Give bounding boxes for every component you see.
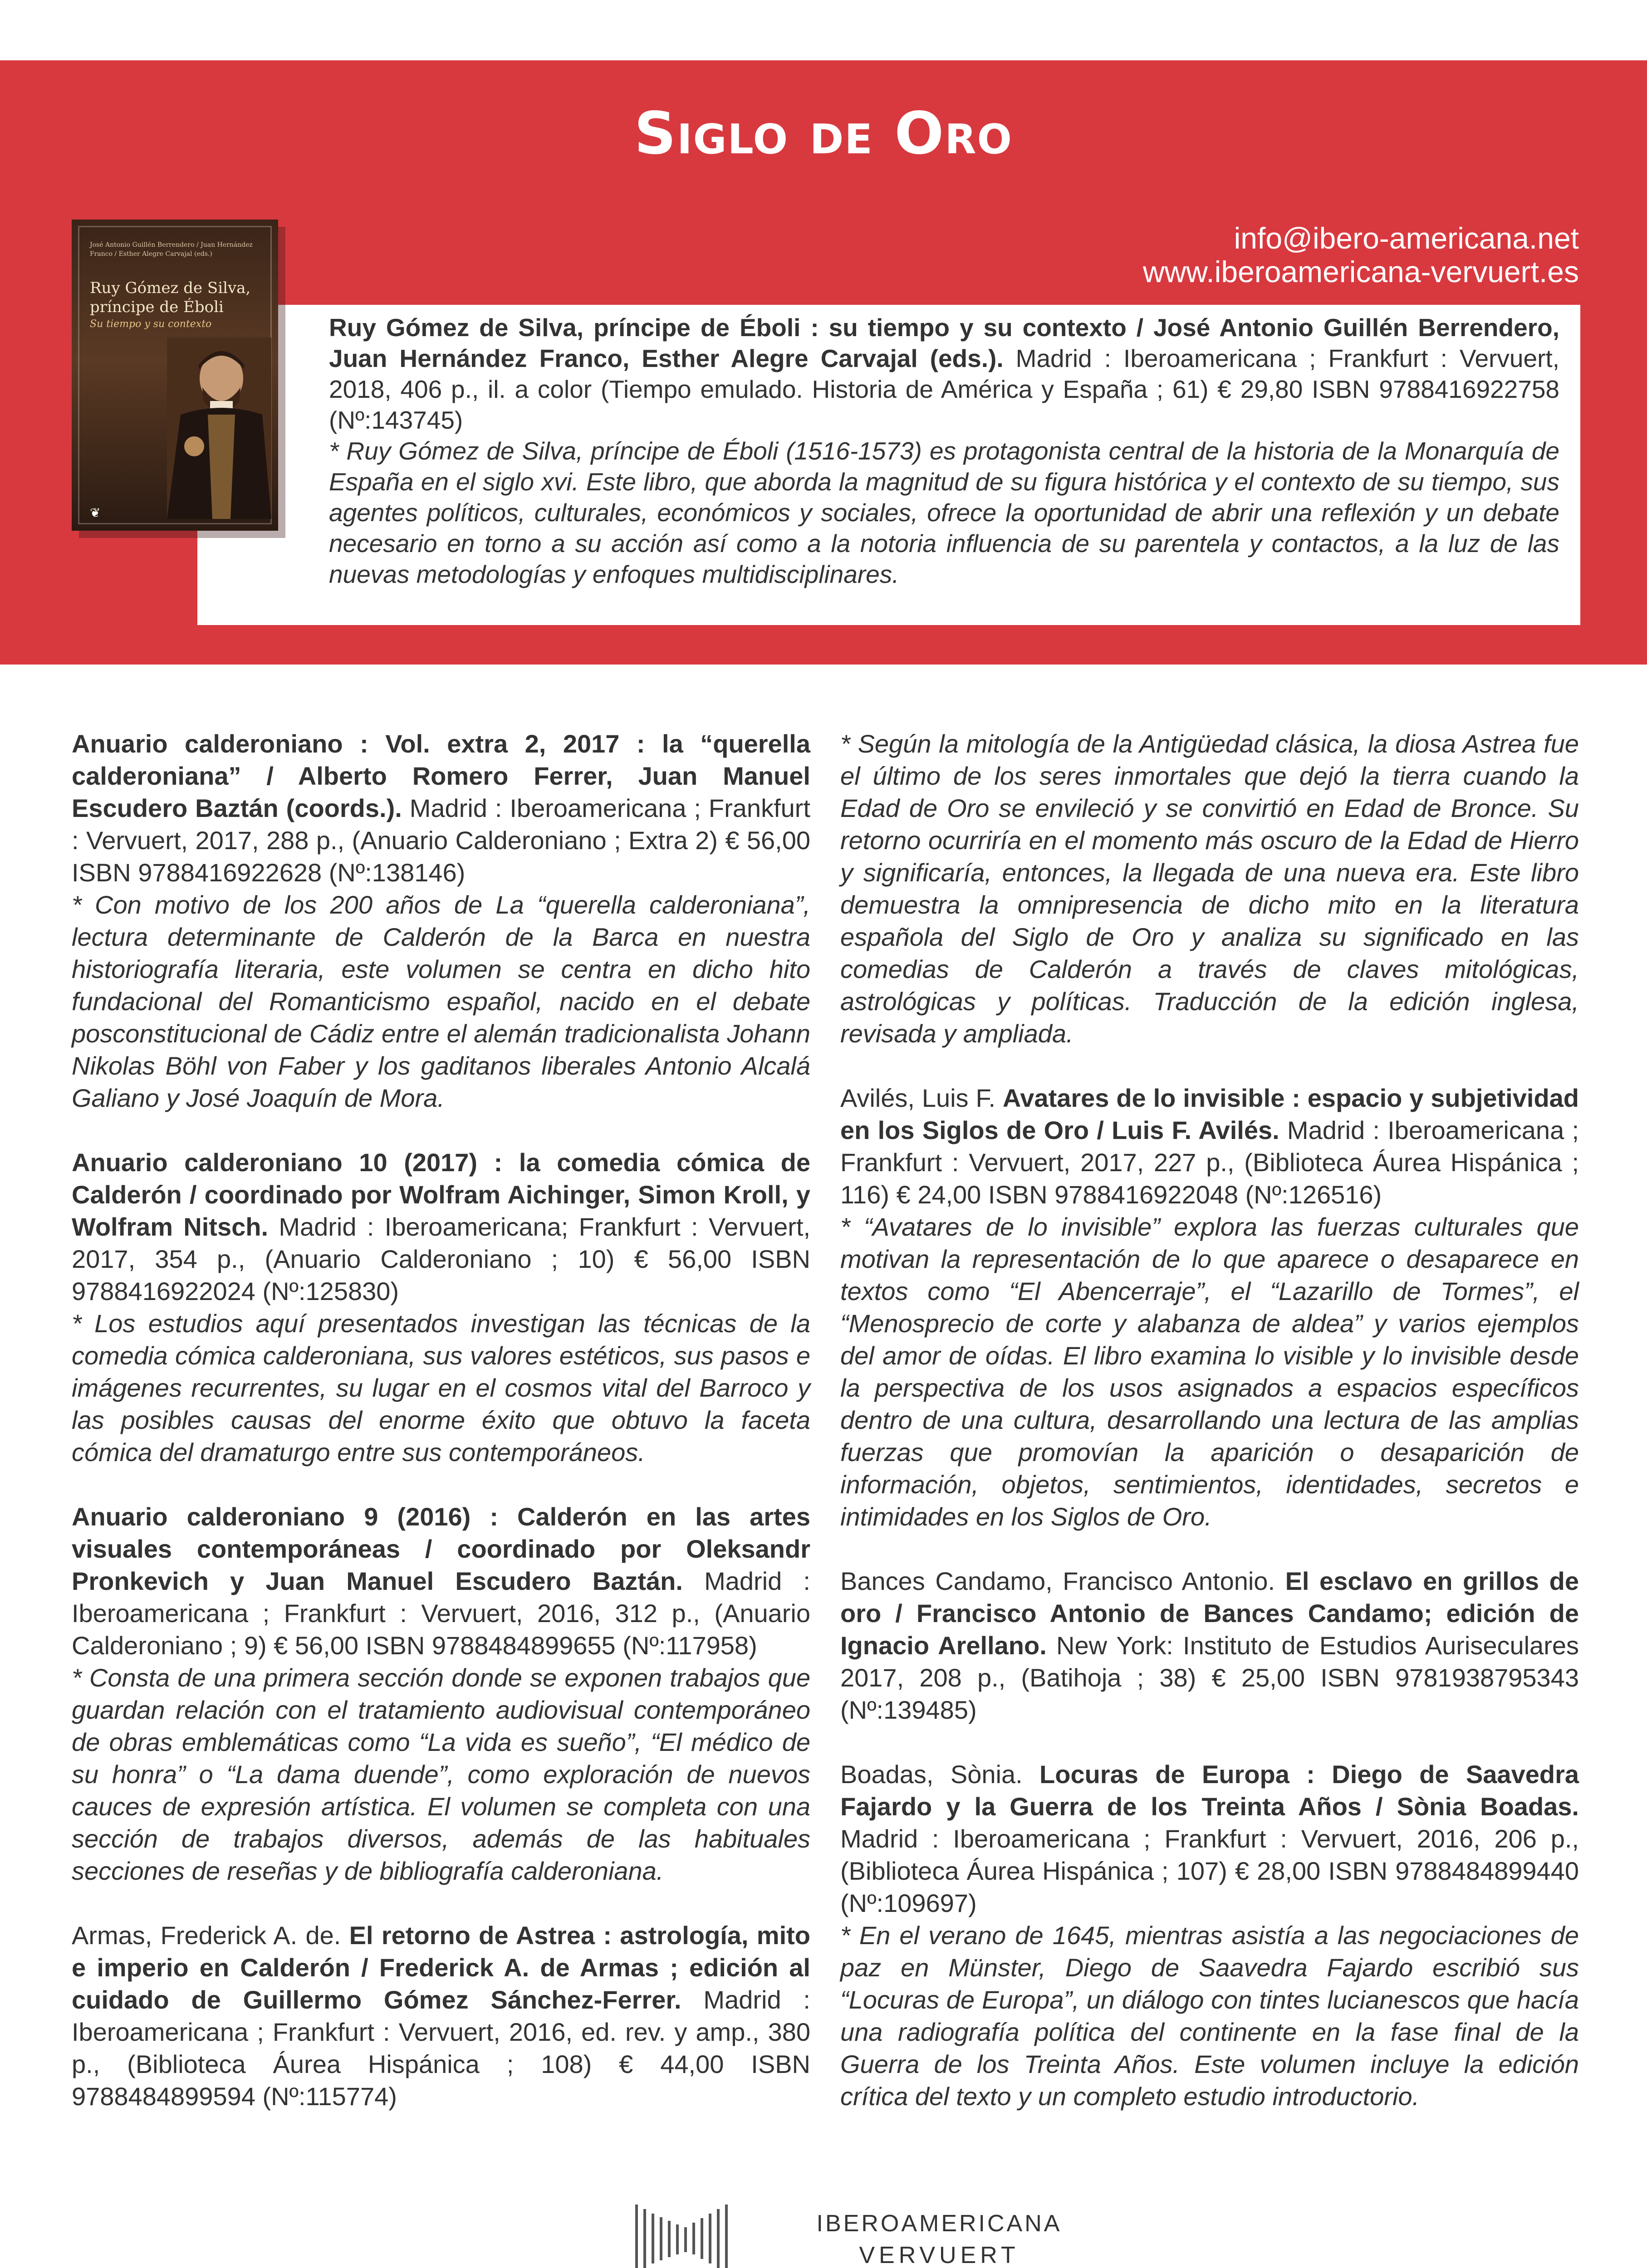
left-column — [72, 728, 810, 2145]
publisher-name-line1: IBEROAMERICANA — [816, 2210, 1062, 2237]
book-title[interactable]: Anuario calderoniano 9 (2016) : Calderón en las artes visuales contemporáneas / coordinado por Oleksandr Pronkevich y Juan Manuel Escudero Baztán. — [72, 1502, 810, 1595]
book-entry-continued — [840, 728, 1579, 1050]
book-author: Bances Candamo, Francisco Antonio. — [840, 1567, 1285, 1595]
email-link[interactable]: info@ibero-americana.net — [1234, 221, 1579, 255]
book-description: * Según la mitología de la Antigüedad clásica, la diosa Astrea fue el último de los seres inmortales que dejó la tierra cuando la Edad de Oro se envileció y se convirtió en Edad de Bronce. Su retorno ocurriría en el momento más oscuro de la Edad de Hierro y significaría, entonces, la llegada de una nueva era. Este libro demuestra la omnipresencia de dicho mito en la literatura española del Siglo de Oro y analiza su significado en las comedias de Calderón a través de claves mitológicas, astrológicas y políticas. Traducción de la edición inglesa, revisada y ampliada. — [840, 729, 1579, 1048]
book-entry — [840, 1758, 1579, 2112]
cover-authors: José Antonio Guillén Berrendero / Juan Hernández Franco / Esther Alegre Carvajal (eds.) — [90, 241, 253, 258]
featured-book-description: * Ruy Gómez de Silva, príncipe de Éboli (1516-1573) es protagonista central de la historia de la Monarquía de España en el siglo xvi. Este libro, que aborda la magnitud de su figura histórica y el contexto de su tiempo, sus agentes políticos, culturales, económicos y sociales, ofrece la oportunidad de abrir una reflexión y un debate necesario en torno a su acción así como a la notoria influencia de su parentela y contactos, a la luz de las nuevas metodologías y enfoques multidisciplinares. — [329, 437, 1559, 588]
book-title[interactable]: Locuras de Europa : Diego de Saavedra Fajardo y la Guerra de los Treinta Años / Sònia Boadas. — [840, 1760, 1579, 1821]
book-description: * Los estudios aquí presentados investigan las técnicas de la comedia cómica calderoniana, sus valores estéticos, sus pasos e imágenes recurrentes, su lugar en el cosmos vital del Barroco y las posibles causas del enorme éxito que obtuvo la faceta cómica del dramaturgo entre sus contemporáneos. — [72, 1309, 810, 1466]
portrait-illustration — [167, 337, 271, 519]
book-description: * Con motivo de los 200 años de La “querella calderoniana”, lectura determinante de Calderón de la Barca en nuestra historiografía literaria, este volumen se centra en dicho hito fundacional del Romanticismo español, nacido en el debate posconstitucional de Cádiz entre el alemán tradicionalista Johann Nikolas Böhl von Faber y los gaditanos liberales Antonio Alcalá Galiano y José Joaquín de Mora. — [72, 890, 810, 1112]
book-entry — [72, 1501, 810, 1887]
book-title[interactable]: El esclavo en grillos de oro / Francisco Antonio de Bances Candamo; edición de Ignacio Arellano. — [840, 1567, 1579, 1660]
book-entry — [72, 1919, 810, 2112]
book-cover-image — [72, 220, 278, 531]
book-details: Madrid : Iberoamericana ; Frankfurt : Vervuert, 2016, ed. rev. y amp., 380 p., (Biblioteca Áurea Hispánica ; 108) € 44,00 ISBN 9788484899594 (Nº:115774) — [72, 1985, 810, 2111]
featured-book-entry — [329, 312, 1559, 590]
book-description: * “Avatares de lo invisible” explora las fuerzas culturales que motivan la representación de lo que aparece o desaparece en textos como “El Abencerraje”, el “Lazarillo de Tormes”, el “Menosprecio de corte y alabanza de aldea” y varios ejemplos del amor de oídas. El libro examina lo visible y lo invisible desde la perspectiva de los usos asignados a espacios específicos dentro de una cultura, desarrollando una lectura de las amplias fuerzas que promovían la aparición o desaparición de información, objetos, sentimientos, identidades, secretos e intimidades en los Siglos de Oro. — [840, 1212, 1579, 1531]
book-title[interactable]: Avatares de lo invisible : espacio y subjetividad en los Siglos de Oro / Luis F. Avilés. — [840, 1084, 1579, 1144]
book-details: Madrid : Iberoamericana ; Frankfurt : Vervuert, 2017, 227 p., (Biblioteca Áurea Hispánica ; 116) € 24,00 ISBN 9788416922048 (Nº:126516) — [840, 1116, 1579, 1209]
book-details: Madrid : Iberoamericana ; Frankfurt : Vervuert, 2016, 312 p., (Anuario Calderoniano ; 9) € 56,00 ISBN 9788484899655 (Nº:117958) — [72, 1567, 810, 1660]
book-entry — [72, 1146, 810, 1468]
book-title[interactable]: Anuario calderoniano 10 (2017) : la comedia cómica de Calderón / coordinado por Wolfram Aichinger, Simon Kroll, y Wolfram Nitsch. — [72, 1148, 810, 1241]
book-details: New York: Instituto de Estudios Auriseculares 2017, 208 p., (Batihoja ; 38) € 25,00 ISBN 9781938795343 (Nº:139485) — [840, 1631, 1579, 1724]
book-author: Avilés, Luis F. — [840, 1084, 1003, 1112]
book-author: Boadas, Sònia. — [840, 1760, 1040, 1789]
book-description: * En el verano de 1645, mientras asistía a las negociaciones de paz en Münster, Diego de Saavedra Fajardo escribió sus “Locuras de Europa”, un diálogo con tintes lucianescos que hacía una radiografía política del continente en la fase final de la Guerra de los Treinta Años. Este volumen incluye la edición crítica del texto y un completo estudio introductorio. — [840, 1921, 1579, 2111]
book-description: * Consta de una primera sección donde se exponen trabajos que guardan relación con el tratamiento audiovisual contemporáneo de obras emblemáticas como “La vida es sueño”, “El médico de su honra” o “La dama duende”, como exploración de nuevos cauces de expresión artística. El volumen se completa con una sección de trabajos diversos, además de las habituales secciones de reseñas y de bibliografía calderoniana. — [72, 1663, 810, 1885]
book-details: Madrid : Iberoamericana ; Frankfurt : Vervuert, 2016, 206 p., (Biblioteca Áurea Hispánica ; 107) € 28,00 ISBN 9788484899440 (Nº:109697) — [840, 1824, 1579, 1917]
publisher-name-line2: VERVUERT — [859, 2242, 1020, 2268]
book-entry — [840, 1565, 1579, 1726]
featured-book-title[interactable]: Ruy Gómez de Silva, príncipe de Éboli : su tiempo y su contexto / José Antonio Guillén Berrendero, Juan Hernández Franco, Esther Alegre Carvajal (eds.). — [329, 313, 1559, 372]
book-details: Madrid : Iberoamericana; Frankfurt : Vervuert, 2017, 354 p., (Anuario Calderoniano ; 10) € 56,00 ISBN 9788416922024 (Nº:125830) — [72, 1212, 811, 1305]
featured-book-details: Madrid : Iberoamericana ; Frankfurt : Vervuert, 2018, 406 p., il. a color (Tiempo emulado. Historia de América y España ; 61) € 29,80 ISBN 9788416922758 (Nº:143745) — [329, 344, 1559, 434]
page-title: Siglo de Oro — [634, 100, 1013, 167]
book-entry — [840, 1082, 1579, 1533]
book-author: Armas, Frederick A. de. — [72, 1921, 349, 1950]
publisher-name — [803, 2210, 1075, 2268]
cover-title: Ruy Gómez de Silva, príncipe de Éboli — [90, 279, 251, 316]
book-entry — [72, 728, 810, 1114]
publisher-mark-icon: ❦ — [90, 505, 101, 520]
book-title[interactable]: Anuario calderoniano : Vol. extra 2, 2017 : la “querella calderoniana” / Alberto Romero Ferrer, Juan Manuel Escudero Baztán (coords.). — [72, 729, 810, 822]
right-column — [840, 728, 1579, 2145]
book-title[interactable]: El retorno de Astrea : astrología, mito e imperio en Calderón / Frederick A. de Armas ; edición al cuidado de Guillermo Gómez Sánchez-Ferrer. — [72, 1921, 810, 2014]
book-details: Madrid : Iberoamericana ; Frankfurt : Vervuert, 2017, 288 p., (Anuario Calderoniano ; Extra 2) € 56,00 ISBN 9788416922628 (Nº:138146) — [72, 794, 810, 887]
contact-info — [1143, 221, 1579, 288]
cover-subtitle: Su tiempo y su contexto — [90, 318, 212, 330]
website-link[interactable]: www.iberoamericana-vervuert.es — [1142, 255, 1579, 288]
